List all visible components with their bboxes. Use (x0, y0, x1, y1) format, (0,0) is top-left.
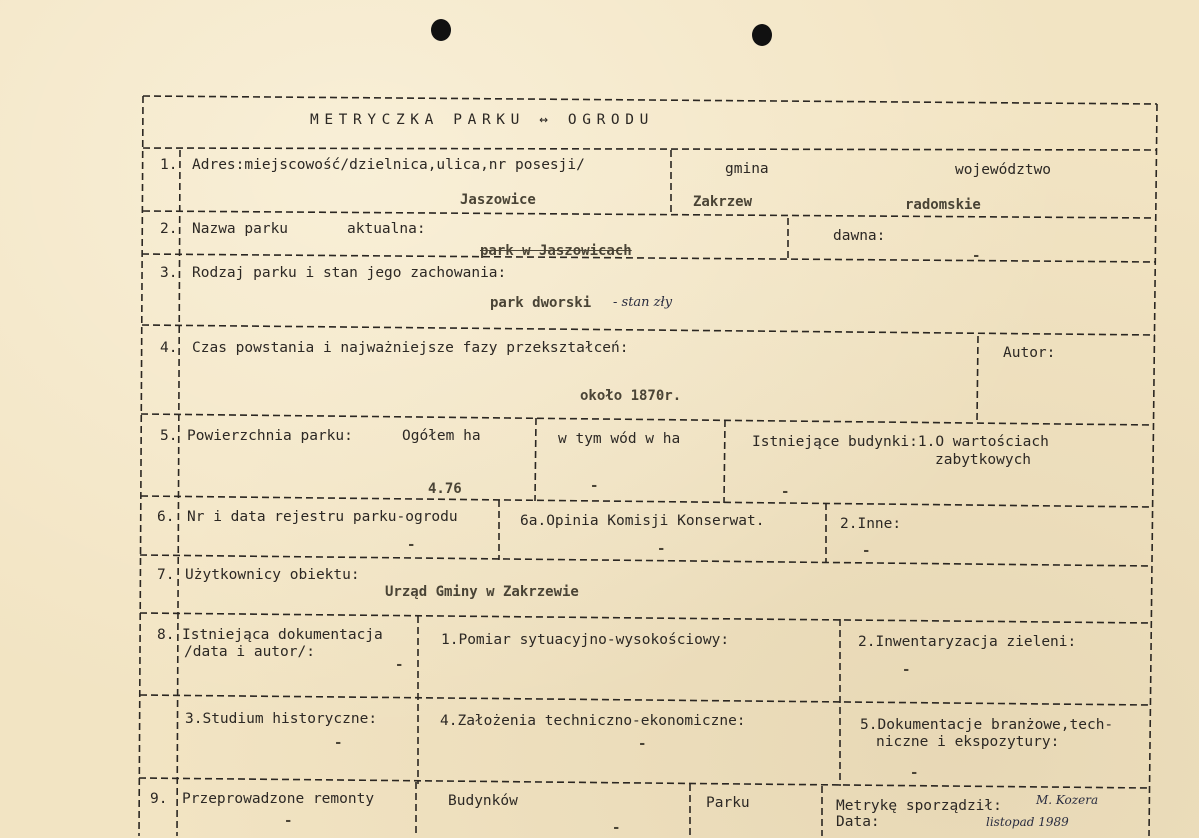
row-number: 1. (160, 157, 178, 173)
row-number: 6. (157, 509, 175, 525)
documentation-label: Istniejąca dokumentacja (182, 627, 383, 643)
wojewodztwo-value: radomskie (905, 197, 981, 213)
conservation-opinion-label: 6a.Opinia Komisji Konserwat. (520, 513, 765, 529)
handwritten-condition-note: - stan zły (613, 295, 673, 310)
sector-docs-label: 5.Dokumentacje branżowe,tech- (860, 717, 1114, 733)
row-number: 7. (157, 567, 175, 583)
total-area-label: Ogółem ha (402, 428, 481, 444)
technical-assumptions-value: - (638, 736, 647, 752)
repairs-label: Przeprowadzone remonty (182, 791, 375, 807)
technical-assumptions-label: 4.Założenia techniczno-ekonomiczne: (440, 713, 746, 729)
prepared-by-label: Metrykę sporządził: (836, 798, 1002, 814)
greenery-inventory-label: 2.Inwentaryzacja zieleni: (858, 634, 1077, 650)
row-number: 9. (150, 791, 168, 807)
form-title: METRYCZKA PARKU ↔ OGRODU (310, 112, 654, 128)
buildings-label-cont: zabytkowych (935, 452, 1032, 468)
row-number: 4. (160, 340, 178, 356)
sector-docs-label-cont: niczne i ekspozytury: (876, 734, 1060, 750)
park-repairs-label: Parku (706, 795, 750, 811)
water-area-value: - (590, 478, 599, 494)
buildings-repairs-value: - (612, 820, 621, 836)
total-area-value: 4.76 (428, 481, 462, 497)
park-area-label: Powierzchnia parku: (187, 428, 353, 444)
other-label: 2.Inne: (840, 516, 902, 532)
former-name-label: dawna: (833, 228, 886, 244)
buildings-value: - (781, 484, 790, 500)
author-label: Autor: (1003, 345, 1056, 361)
current-name-label: aktualna: (347, 221, 426, 237)
address-value: Jaszowice (460, 192, 536, 208)
greenery-inventory-value: - (902, 662, 911, 678)
conservation-opinion-value: - (657, 541, 666, 557)
row-number: 5. (160, 428, 178, 444)
buildings-repairs-label: Budynków (448, 793, 518, 809)
other-value: - (862, 543, 871, 559)
users-value: Urząd Gminy w Zakrzewie (385, 584, 579, 600)
registry-label: Nr i data rejestru parku-ogrodu (187, 509, 458, 525)
prepared-by-signature: M. Kozera (1036, 793, 1099, 807)
park-type-label: Rodzaj parku i stan jego zachowania: (192, 265, 507, 281)
gmina-label: gmina (725, 161, 769, 177)
documentation-value: - (395, 657, 404, 673)
registry-value: - (407, 537, 416, 553)
historical-study-label: 3.Studium historyczne: (185, 711, 378, 727)
survey-label: 1.Pomiar sytuacyjno-wysokościowy: (441, 632, 730, 648)
row-number: 8. (157, 627, 175, 643)
historical-study-value: - (334, 735, 343, 751)
water-area-label: w tym wód w ha (558, 431, 681, 447)
users-label: Użytkownicy obiektu: (185, 567, 360, 583)
creation-time-value: około 1870r. (580, 388, 682, 404)
date-value: listopad 1989 (986, 815, 1069, 829)
buildings-label: Istniejące budynki:1.O wartościach (752, 434, 1049, 450)
sector-docs-value: - (910, 765, 919, 781)
park-type-value: park dworski (490, 295, 592, 311)
gmina-value: Zakrzew (693, 194, 753, 210)
wojewodztwo-label: województwo (955, 162, 1052, 178)
row-number: 2. (160, 221, 178, 237)
former-name-value: - (972, 248, 981, 264)
documentation-label-cont: /data i autor/: (184, 644, 315, 660)
creation-time-label: Czas powstania i najważniejsze fazy przekształceń: (192, 340, 629, 356)
row-number: 3. (160, 265, 178, 281)
repairs-value: - (284, 813, 293, 829)
park-name-label: Nazwa parku (192, 221, 289, 237)
address-label: Adres:miejscowość/dzielnica,ulica,nr posesji/ (192, 157, 585, 173)
date-label: Data: (836, 814, 880, 830)
current-name-value: park w Jaszowicach (480, 243, 632, 259)
